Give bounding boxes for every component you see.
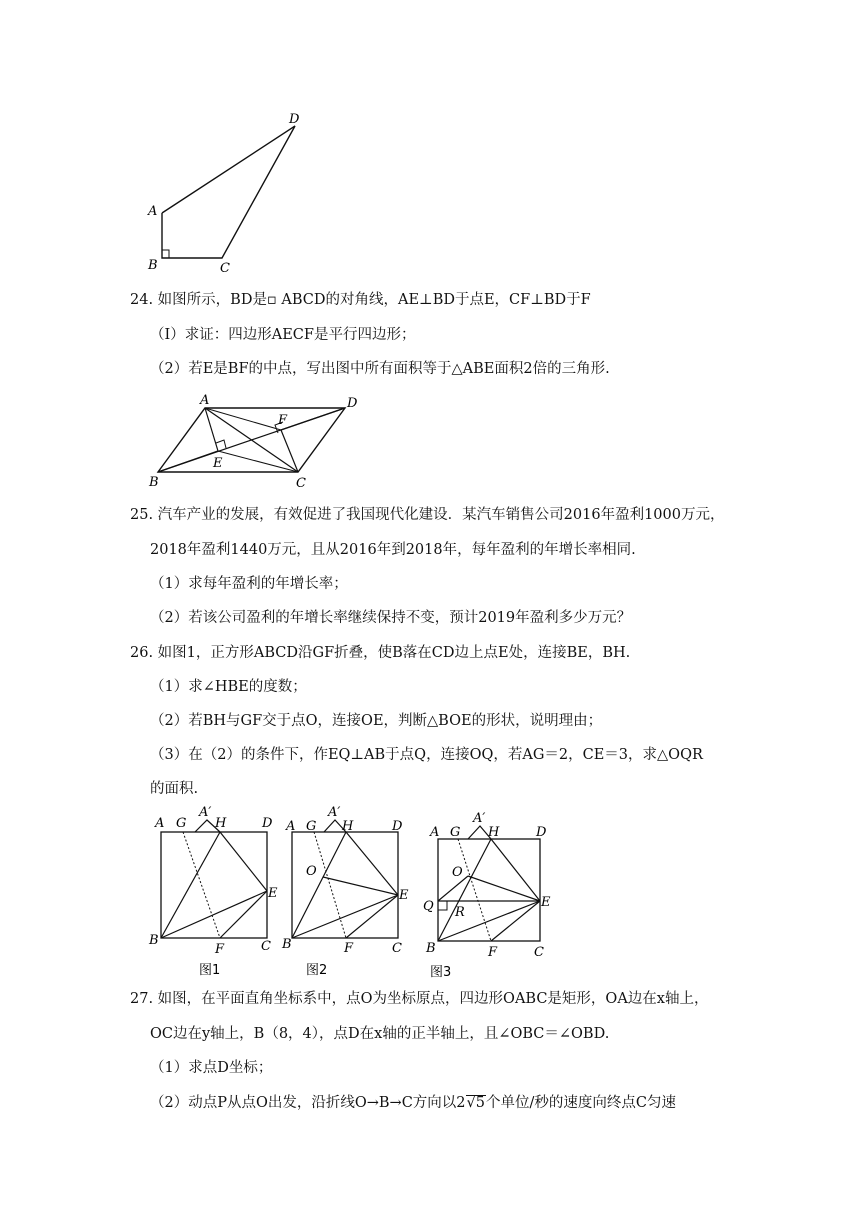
fig2-label-a: A: [286, 819, 296, 834]
q24-part1: （I）求证：四边形AECF是平行四边形；: [150, 327, 416, 343]
fig1-label-a: A: [155, 816, 165, 831]
q27-line2: OC边在y轴上，B（8，4），点D在x轴的正半轴上，且∠OBC＝∠OBD.: [150, 1026, 610, 1042]
fig3-label-b: B: [426, 941, 436, 956]
fig2-label-b: B: [282, 937, 292, 952]
fig3-label-c: C: [534, 945, 544, 960]
q26-part3-line1: （3）在（2）的条件下，作EQ⊥AB于点Q，连接OQ，若AG＝2，CE＝3，求△OQR: [150, 747, 703, 763]
fig3-label-o: O: [452, 865, 463, 880]
q27-number: 27.: [130, 991, 154, 1007]
q27-part2-before: （2）动点P从点O出发，沿折线O→B→C方向以2: [150, 1095, 466, 1111]
fig23-label-d: D: [289, 112, 300, 127]
q25-line1-text: 汽车产业的发展，有效促进了我国现代化建设．某汽车销售公司2016年盈利1000万元，: [157, 507, 725, 523]
fig2-label-o: O: [306, 864, 317, 879]
fig3-label-q: Q: [423, 899, 434, 914]
q26-number: 26.: [130, 645, 154, 661]
fig3-label-e: E: [541, 895, 551, 910]
fig1-label-f: F: [215, 942, 225, 957]
q25-part2: （2）若该公司盈利的年增长率继续保持不变，预计2019年盈利多少万元？: [150, 610, 632, 626]
fig23-label-c: C: [220, 261, 230, 276]
fig3-label-r: R: [455, 905, 465, 920]
fig1-label-b: B: [149, 933, 159, 948]
q25-line2: 2018年盈利1440万元，且从2016年到2018年，每年盈利的年增长率相同.: [150, 542, 636, 558]
q27-line1: [130, 989, 708, 1009]
fig23-label-a: A: [148, 204, 158, 219]
fig24-label-f: F: [278, 413, 288, 428]
sqrt-symbol: √5: [466, 1095, 486, 1111]
fig2-label-c: C: [392, 941, 402, 956]
fig2-label-f: F: [344, 941, 354, 956]
fig24-label-e: E: [213, 456, 223, 471]
q26-part1: （1）求∠HBE的度数；: [150, 679, 307, 695]
q24-stem: [130, 290, 591, 310]
q25-number: 25.: [130, 507, 154, 523]
q27-part2: [150, 1093, 676, 1113]
fig3-label-f: F: [488, 945, 498, 960]
q27-line1-text: 如图，在平面直角坐标系中，点O为坐标原点，四边形OABC是矩形，OA边在x轴上，: [157, 991, 709, 1007]
q27-part2-sqrt: 5: [475, 1095, 486, 1111]
fig2-label-aprime: A′: [328, 805, 341, 820]
q25-part1: （1）求每年盈利的年增长率；: [150, 576, 348, 592]
q24-part2: （2）若E是BF的中点，写出图中所有面积等于△ABE面积2倍的三角形.: [150, 361, 610, 377]
figure-2-folded-square: [278, 800, 418, 980]
fig2-label-h: H: [342, 819, 354, 834]
figure-parallelogram-abcd: [140, 392, 380, 492]
fig3-label-aprime: A′: [473, 811, 486, 826]
fig1-label-g: G: [176, 816, 187, 831]
fig1-label-d: D: [262, 816, 273, 831]
fig24-label-a: A: [200, 393, 210, 408]
q27-part1: （1）求点D坐标；: [150, 1060, 273, 1076]
fig3-caption: 图3: [430, 965, 452, 980]
fig1-label-aprime: A′: [199, 805, 212, 820]
q26-stem-text: 如图1，正方形ABCD沿GF折叠，使B落在CD边上点E处，连接BE，BH.: [157, 645, 631, 661]
fig24-label-b: B: [149, 475, 159, 490]
fig3-label-g: G: [450, 825, 461, 840]
fig2-label-d: D: [392, 819, 403, 834]
fig2-label-g: G: [306, 819, 317, 834]
q24-stem-text: 如图所示，BD是▫ ABCD的对角线，AE⊥BD于点E，CF⊥BD于F: [157, 292, 591, 308]
q26-part3-line2: 的面积.: [150, 781, 199, 797]
fig2-label-e: E: [399, 888, 409, 903]
fig3-label-a: A: [430, 825, 440, 840]
q26-part2: （2）若BH与GF交于点O，连接OE，判断△BOE的形状，说明理由；: [150, 713, 603, 729]
fig2-caption: 图2: [306, 963, 328, 978]
fig1-label-e: E: [268, 886, 278, 901]
fig3-label-h: H: [488, 825, 500, 840]
figure-quadrilateral-abcd: [140, 108, 320, 278]
q24-number: 24.: [130, 292, 154, 308]
fig1-caption: 图1: [199, 963, 221, 978]
fig1-label-h: H: [215, 816, 227, 831]
figure-3-folded-square: [420, 806, 560, 986]
fig24-label-c: C: [296, 476, 306, 491]
q27-part2-after: 个单位/秒的速度向终点C匀速: [486, 1095, 676, 1111]
fig3-label-d: D: [536, 825, 547, 840]
fig1-label-c: C: [261, 939, 271, 954]
figure-1-folded-square: [145, 800, 285, 980]
q25-line1: [130, 505, 724, 525]
fig24-label-d: D: [347, 396, 358, 411]
q26-stem: [130, 643, 630, 663]
fig23-label-b: B: [148, 258, 158, 273]
